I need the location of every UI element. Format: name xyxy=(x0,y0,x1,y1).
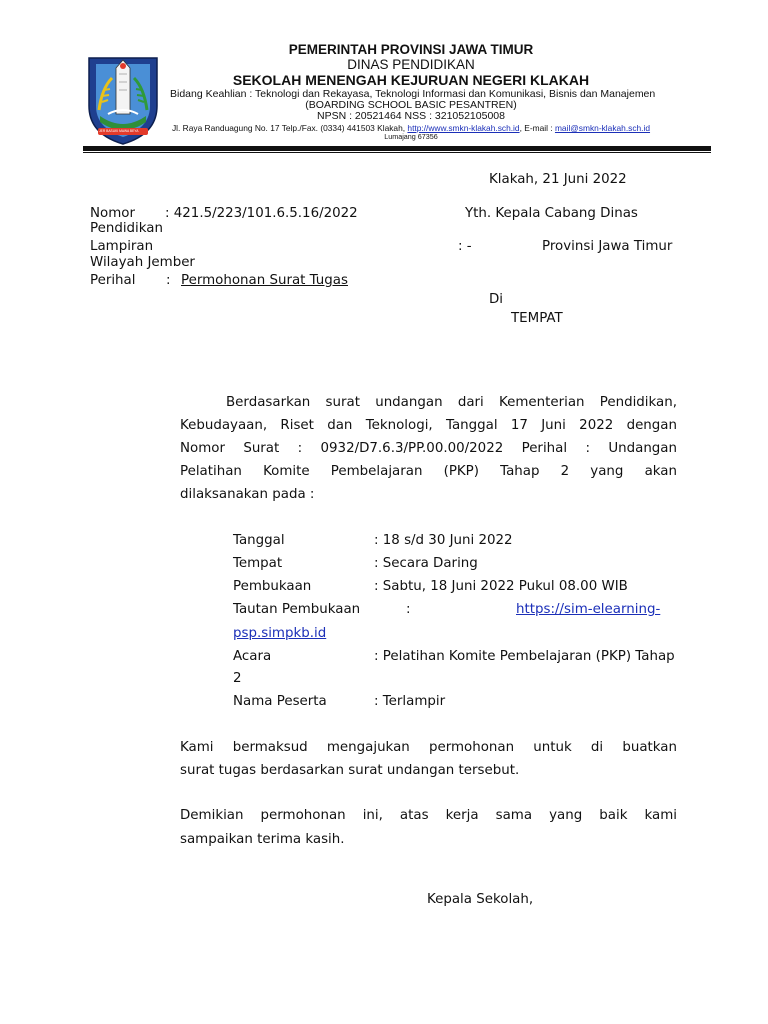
perihal-label: Perihal xyxy=(90,273,136,288)
perihal-value: Permohonan Surat Tugas xyxy=(181,273,348,288)
peserta-label: Nama Peserta xyxy=(233,694,327,709)
tanggal-label: Tanggal xyxy=(233,533,285,548)
recipient-line1-wrap: Pendidikan xyxy=(90,221,163,236)
letterhead-npsn: NPSN : 20521464 NSS : 321052105008 xyxy=(317,110,505,122)
para3-line2: sampaikan terima kasih. xyxy=(180,832,345,847)
tautan-link-wrap[interactable]: psp.simpkb.id xyxy=(233,626,327,641)
crest-motto: JER BASUKI MAWA BEYA xyxy=(99,129,139,133)
para3-line1: Demikian permohonan ini, atas kerja sama yang baik kami xyxy=(180,808,677,823)
tautan-label: Tautan Pembukaan xyxy=(233,602,361,617)
pembukaan-label: Pembukaan xyxy=(233,579,312,594)
letterhead-city: Lumajang 67356 xyxy=(384,132,438,141)
perihal-colon: : xyxy=(166,273,171,288)
pembukaan-value: : Sabtu, 18 Juni 2022 Pukul 08.00 WIB xyxy=(374,579,628,594)
acara-value: : Pelatihan Komite Pembelajaran (PKP) Tahap xyxy=(374,649,675,664)
tautan-colon: : xyxy=(406,602,411,617)
closing-title: Kepala Sekolah, xyxy=(427,892,534,907)
email-label: , E-mail : xyxy=(519,123,555,133)
letterhead-boarding: (BOARDING SCHOOL BASIC PESANTREN) xyxy=(305,99,517,111)
lampiran-label: Lampiran xyxy=(90,239,154,254)
recipient-line2-wrap: Wilayah Jember xyxy=(90,255,195,270)
recipient-line1: Yth. Kepala Cabang Dinas xyxy=(465,206,638,221)
recipient-tempat: TEMPAT xyxy=(511,311,563,326)
nomor-value: : 421.5/223/101.6.5.16/2022 xyxy=(165,206,358,221)
address-text: Jl. Raya Randuagung No. 17 Telp./Fax. (0334) 441503 Klakah, xyxy=(171,123,408,133)
website-link[interactable]: http://www.smkn-klakah.sch.id xyxy=(407,123,520,133)
para1-line2: Kebudayaan, Riset dan Teknologi, Tanggal 17 Juni 2022 dengan xyxy=(180,418,677,433)
letterhead-fields: Bidang Keahlian : Teknologi dan Rekayasa, Teknologi Informasi dan Komunikasi, Bisnis dan Manajemen xyxy=(170,88,656,100)
letterhead-school-name: SEKOLAH MENENGAH KEJURUAN NEGERI KLAKAH xyxy=(232,72,590,88)
para1-line4: Pelatihan Komite Pembelajaran (PKP) Tahap 2 yang akan xyxy=(180,464,677,479)
provincial-crest-logo xyxy=(86,54,160,146)
tanggal-value: : 18 s/d 30 Juni 2022 xyxy=(374,533,513,548)
letterhead-department: DINAS PENDIDIKAN xyxy=(347,57,475,72)
lampiran-value: : - xyxy=(458,239,472,254)
tautan-link[interactable]: https://sim-elearning- xyxy=(516,602,661,617)
acara-label: Acara xyxy=(233,649,272,664)
nomor-label: Nomor xyxy=(90,206,135,221)
para1-line5: dilaksanakan pada : xyxy=(180,487,315,502)
para1-line1 xyxy=(226,395,677,410)
para2-line2: surat tugas berdasarkan surat undangan tersebut. xyxy=(180,763,520,778)
peserta-value: : Terlampir xyxy=(374,694,446,709)
recipient-di: Di xyxy=(489,292,504,307)
email-link[interactable]: mail@smkn-klakah.sch.id xyxy=(554,123,651,133)
acara-wrap: 2 xyxy=(233,671,242,686)
letterhead-divider-thin xyxy=(83,152,711,153)
recipient-line2: Provinsi Jawa Timur xyxy=(542,239,673,254)
letterhead-government: PEMERINTAH PROVINSI JAWA TIMUR xyxy=(288,42,534,57)
para1-line3: Nomor Surat : 0932/D7.6.3/PP.00.00/2022 Perihal : Undangan xyxy=(180,441,677,456)
para1-text: Berdasarkan surat undangan dari Kementerian Pendidikan, xyxy=(226,395,677,410)
tempat-label: Tempat xyxy=(233,556,283,571)
tempat-value: : Secara Daring xyxy=(374,556,478,571)
para2-line1: Kami bermaksud mengajukan permohonan untuk di buatkan xyxy=(180,740,677,755)
letter-date: Klakah, 21 Juni 2022 xyxy=(489,172,627,187)
letterhead-divider-thick xyxy=(83,146,711,151)
